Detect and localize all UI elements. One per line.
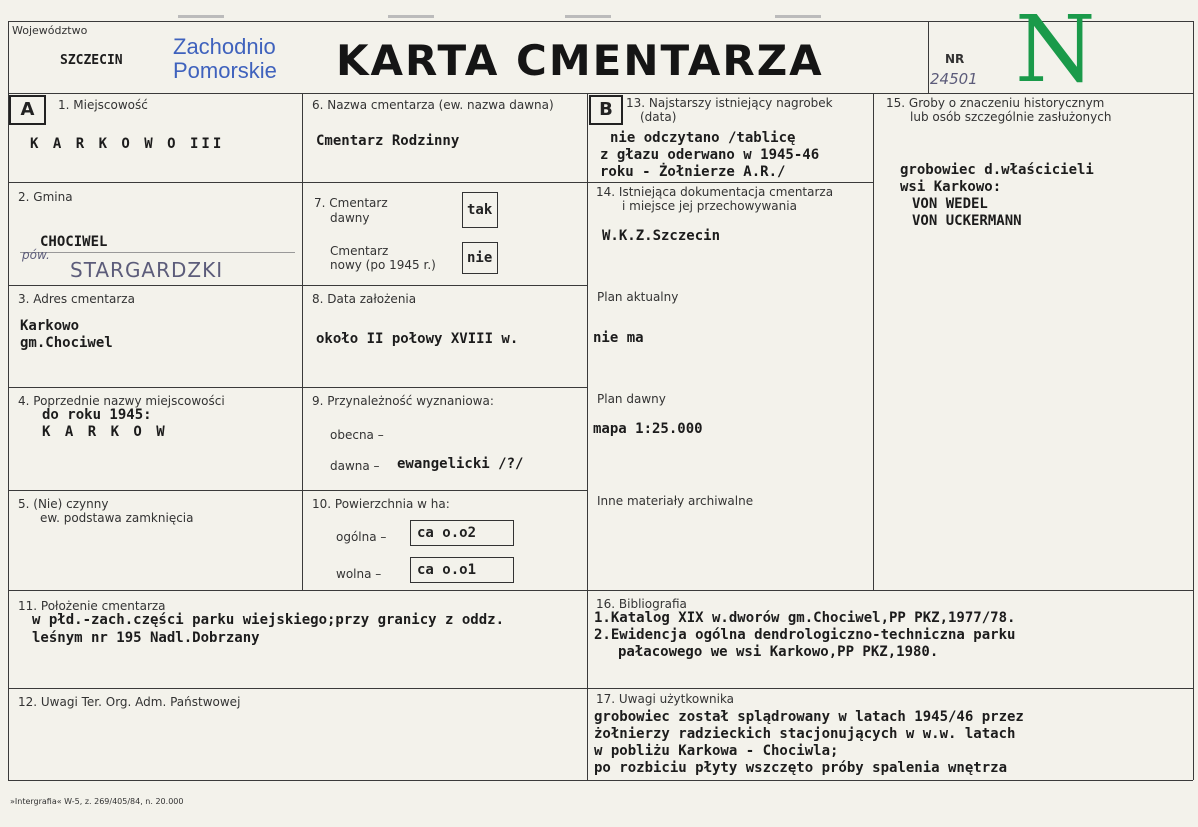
wojewodztwo-value: SZCZECIN: [60, 53, 123, 68]
nr-letter: N: [1015, 0, 1096, 103]
field-11-label: 11. Położenie cmentarza: [18, 599, 166, 613]
field-17-value-1: grobowiec został splądrowany w latach 1945/46 przez: [594, 709, 1024, 725]
field-10-ogolna: ogólna –: [336, 530, 387, 544]
plan-dawny-value: mapa 1:25.000: [593, 421, 703, 437]
field-13-value-3: roku - Żołnierze A.R./: [600, 164, 786, 180]
row-line: [8, 285, 588, 286]
field-16-value-2: 2.Ewidencja ogólna dendrologiczno-techniczna parku: [594, 627, 1016, 643]
field-9-dawna-value: ewangelicki /?/: [397, 456, 524, 472]
field-9-obecna: obecna –: [330, 428, 384, 442]
field-9-dawna: dawna –: [330, 459, 380, 473]
row-line: [587, 182, 873, 183]
field-2-value: CHOCIWEL: [40, 234, 108, 250]
frame-bottom: [8, 780, 1193, 781]
field-2-pencil-prefix: pów.: [22, 248, 50, 262]
field-15-label-1: 15. Groby o znaczeniu historycznym: [886, 96, 1105, 110]
nr-label: NR: [945, 52, 965, 66]
col-divider-3: [873, 93, 874, 590]
field-17-value-2: żołnierzy radzieckich stacjonujących w w.w. latach: [594, 726, 1016, 742]
field-2-label: 2. Gmina: [18, 190, 73, 204]
field-15-label-2: lub osób szczególnie zasłużonych: [910, 110, 1112, 124]
field-10-wolna: wolna –: [336, 567, 382, 581]
section-b-badge: B: [589, 95, 623, 125]
field-10-ogolna-value: ca o.o2: [410, 520, 514, 546]
staple-mark: [178, 15, 224, 18]
staple-mark: [565, 15, 611, 18]
print-footer: »Intergrafia« W-5, z. 269/405/84, n. 20.000: [10, 797, 184, 806]
field-1-value: K A R K O W O III: [30, 136, 225, 152]
field-7-box2: nie: [462, 242, 498, 274]
row-line: [8, 182, 588, 183]
field-11-value-1: w płd.-zach.części parku wiejskiego;przy granicy z oddz.: [32, 612, 505, 628]
page-title: KARTA CMENTARZA: [336, 36, 824, 85]
wojewodztwo-label: Województwo: [12, 24, 88, 37]
field-15-value-4: VON UCKERMANN: [912, 213, 1022, 229]
row-line: [8, 688, 1193, 689]
field-2-pencil-value: STARGARDZKI: [70, 258, 224, 282]
frame-right: [1193, 21, 1194, 780]
field-14-value: W.K.Z.Szczecin: [602, 228, 721, 244]
stamp-line1: Zachodnio: [173, 34, 276, 59]
staple-mark: [775, 15, 821, 18]
plan-dawny-label: Plan dawny: [597, 392, 666, 406]
field-13-label-1: 13. Najstarszy istniejący nagrobek: [626, 96, 833, 110]
section-a-badge: A: [9, 95, 46, 125]
field-14-label-1: 14. Istniejąca dokumentacja cmentarza: [596, 185, 834, 199]
field-5-label-1: 5. (Nie) czynny: [18, 497, 109, 511]
row-line: [8, 590, 1193, 591]
field-6-value: Cmentarz Rodzinny: [316, 133, 460, 149]
field-7-label-2a: Cmentarz: [330, 244, 389, 258]
nr-pencil: 24501: [930, 70, 978, 88]
field-10-label: 10. Powierzchnia w ha:: [312, 497, 450, 511]
staple-mark: [388, 15, 434, 18]
field-4-label-1: 4. Poprzednie nazwy miejscowości: [18, 394, 225, 408]
field-4-value: K A R K O W: [42, 424, 168, 440]
field-3-value-2: gm.Chociwel: [20, 335, 113, 351]
plan-aktualny-label: Plan aktualny: [597, 290, 679, 304]
field-4-label-2: do roku 1945:: [42, 407, 152, 423]
field-17-label: 17. Uwagi użytkownika: [596, 692, 735, 706]
field-17-value-4: po rozbiciu płyty wszczęto próby spalenia wnętrza: [594, 760, 1008, 776]
field-3-value-1: Karkowo: [20, 318, 80, 334]
field-10-wolna-value: ca o.o1: [410, 557, 514, 583]
field-1-label: 1. Miejscowość: [58, 98, 148, 112]
field-12-label: 12. Uwagi Ter. Org. Adm. Państwowej: [18, 695, 241, 709]
field-9-label: 9. Przynależność wyznaniowa:: [312, 394, 494, 408]
field-7-box1: tak: [462, 192, 498, 228]
field-13-value-2: z głazu oderwano w 1945-46: [600, 147, 820, 163]
field-16-label: 16. Bibliografia: [596, 597, 687, 611]
row-line: [8, 490, 588, 491]
plan-aktualny-value: nie ma: [593, 330, 644, 346]
field-2-underline: [20, 252, 295, 253]
field-7-label-2b: nowy (po 1945 r.): [330, 258, 436, 272]
inne-materialy-label: Inne materiały archiwalne: [597, 494, 754, 508]
field-7-label-1b: dawny: [330, 211, 370, 225]
field-11-value-2: leśnym nr 195 Nadl.Dobrzany: [32, 630, 260, 646]
stamp-line2: Pomorskie: [173, 58, 277, 83]
field-14-label-2: i miejsce jej przechowywania: [622, 199, 797, 213]
nr-divider: [928, 21, 929, 93]
field-3-label: 3. Adres cmentarza: [18, 292, 135, 306]
field-7-label-1a: 7. Cmentarz: [314, 196, 388, 210]
field-15-value-2: wsi Karkowo:: [900, 179, 1002, 195]
field-16-value-1: 1.Katalog XIX w.dworów gm.Chociwel,PP PKZ,1977/78.: [594, 610, 1016, 626]
field-13-value-1: nie odczytano /tablicę: [610, 130, 796, 146]
field-6-label: 6. Nazwa cmentarza (ew. nazwa dawna): [312, 98, 554, 112]
col-divider-2: [587, 93, 588, 780]
field-8-label: 8. Data założenia: [312, 292, 417, 306]
field-13-label-2: (data): [640, 110, 677, 124]
field-15-value-1: grobowiec d.właścicieli: [900, 162, 1094, 178]
field-5-label-2: ew. podstawa zamknięcia: [40, 511, 194, 525]
row-line: [8, 387, 588, 388]
frame-left: [8, 21, 9, 780]
field-16-value-3: pałacowego we wsi Karkowo,PP PKZ,1980.: [618, 644, 939, 660]
col-divider-1: [302, 93, 303, 590]
field-15-value-3: VON WEDEL: [912, 196, 988, 212]
field-8-value: około II połowy XVIII w.: [316, 331, 519, 347]
field-17-value-3: w pobliżu Karkowa - Chociwla;: [594, 743, 839, 759]
